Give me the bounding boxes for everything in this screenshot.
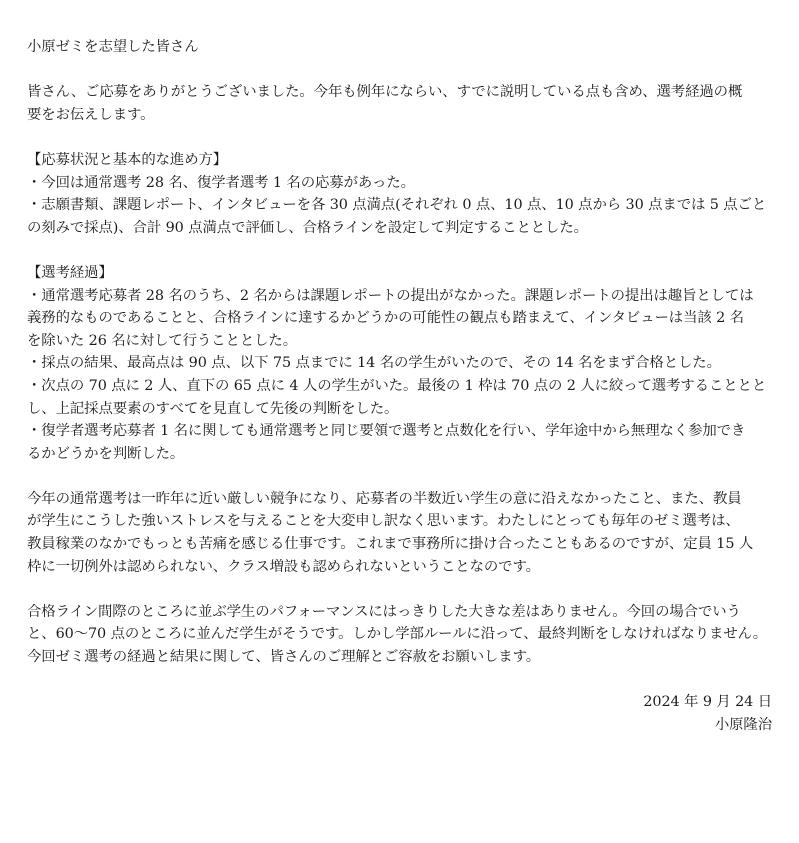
section-heading: 【選考経過】 <box>27 264 113 281</box>
spacer <box>27 239 773 262</box>
letter-date: 2024 年 9 月 24 日 <box>643 694 772 711</box>
section-line: の刻みで採点)、合計 90 点満点で評価し、合格ラインを設定して判定することとした。 <box>27 219 588 236</box>
paragraph-line: が学生にこうした強いストレスを与えることを大変申し訳なく思います。わたしにとっても毎年のゼミ選考は、 <box>27 513 740 530</box>
section-line: 義務的なものであることと、合格ラインに達するかどうかの可能性の観点も踏まえて、インタビューは当該 2 名 <box>27 310 744 327</box>
intro-paragraph <box>27 81 773 126</box>
paragraph-line: 今回ゼミ選考の経過と結果に関して、皆さんのご理解とご容赦をお願いします。 <box>27 649 541 666</box>
intro-line: 皆さん、ご応募をありがとうございました。今年も例年にならい、すでに説明している点も含め、選考経過の概 <box>27 84 743 101</box>
paragraph-line: 枠に一切例外は認められない、クラス増設も認められないということなのです。 <box>27 558 540 575</box>
section-line: ・次点の 70 点に 2 人、直下の 65 点に 4 人の学生がいた。最後の 1 枠は 70 点の 2 人に絞って選考することとと <box>27 377 767 394</box>
section-selection-process <box>27 262 773 465</box>
section-line: ・今回は通常選考 28 名、復学者選考 1 名の応募があった。 <box>27 174 415 191</box>
paragraph-apology <box>27 488 773 578</box>
paragraph-line: 合格ライン間際のところに並ぶ学生のパフォーマンスにはっきりした大きな差はありません。今回の場合でいう <box>27 603 741 620</box>
intro-line: 要をお伝えします。 <box>27 106 155 123</box>
paragraph-line: 今年の通常選考は一昨年に近い厳しい競争になり、応募者の半数近い学生の意に沿えなかったこと、また、教員 <box>27 490 742 507</box>
paragraph-closing <box>27 601 773 669</box>
paragraph-line: 教員稼業のなかでもっとも苦痛を感じる仕事です。これまで事務所に掛け合ったこともあるのですが、定員 15 人 <box>27 536 754 553</box>
section-line: ・志願書類、課題レポート、インタビューを各 30 点満点(それぞれ 0 点、10 点、10 点から 30 点までは 5 点ごと <box>27 197 767 214</box>
salutation: 小原ゼミを志望した皆さん <box>27 39 199 55</box>
paragraph-line: と、60～70 点のところに並んだ学生がそうです。しかし学部ルールに沿って、最終判断をしなければなりません。 <box>27 626 768 643</box>
spacer <box>27 669 773 692</box>
spacer <box>27 59 773 82</box>
section-line: を除いた 26 名に対して行うこととした。 <box>27 332 298 349</box>
spacer <box>27 465 773 488</box>
section-line: ・復学者選考応募者 1 名に関しても通常選考と同じ要領で選考と点数化を行い、学年途中から無理なく参加でき <box>27 423 746 440</box>
section-heading: 【応募状況と基本的な進め方】 <box>27 151 228 168</box>
section-line: ・採点の結果、最高点は 90 点、以下 75 点までに 14 名の学生がいたので、その 14 名をまず合格とした。 <box>27 355 721 372</box>
spacer <box>27 578 773 601</box>
spacer <box>27 126 773 149</box>
section-line: し、上記採点要素のすべてを見直して先後の判断をした。 <box>27 400 399 417</box>
letter-signature: 小原隆治 <box>714 716 772 733</box>
section-line: るかどうかを判断した。 <box>27 445 185 462</box>
section-application-status <box>27 149 773 239</box>
section-line: ・通常選考応募者 28 名のうち、2 名からは課題レポートの提出がなかった。課題レポートの提出は趣旨としては <box>27 287 754 304</box>
